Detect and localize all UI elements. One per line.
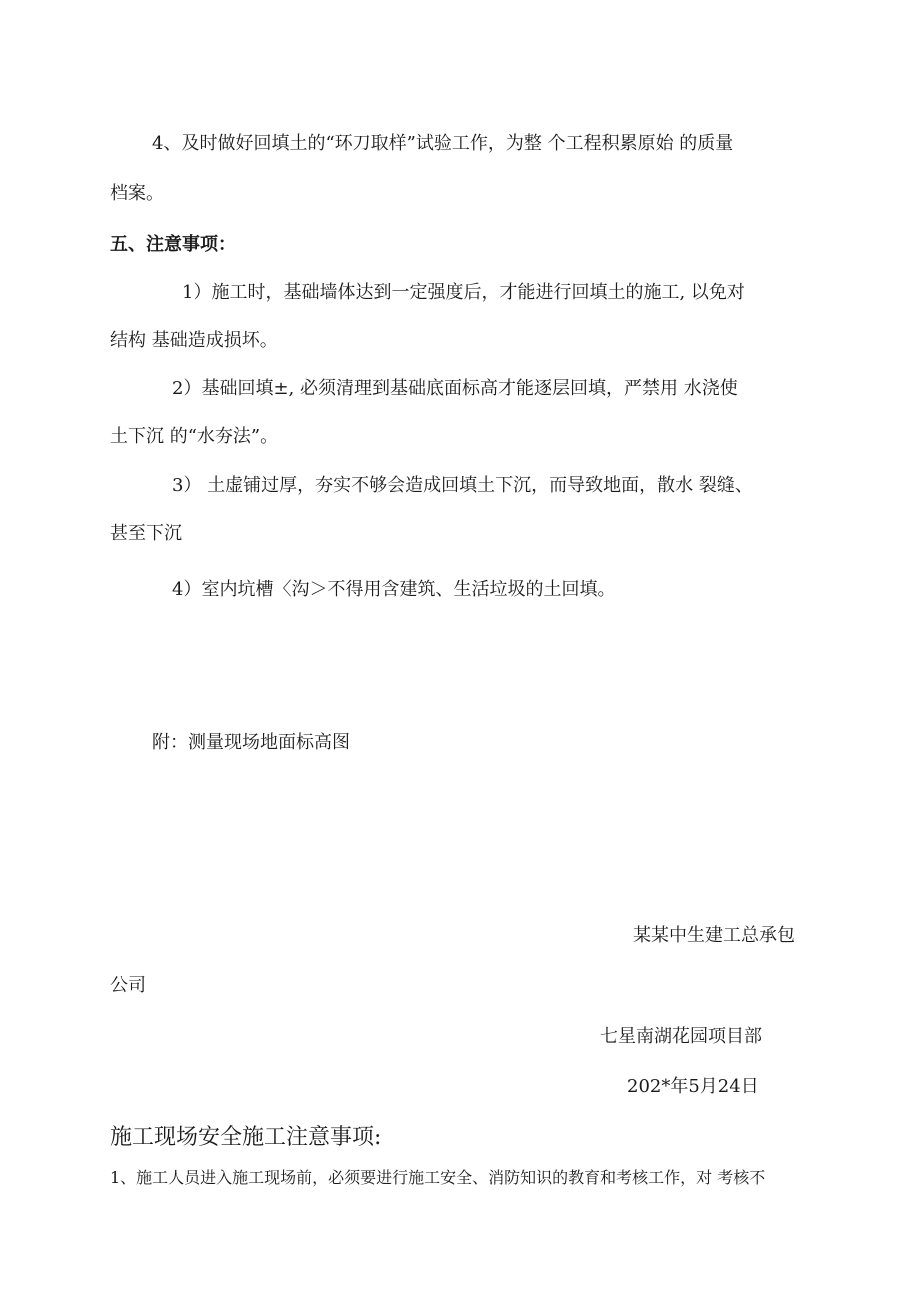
section5-item2-line1: 2）基础回填±, 必须清理到基础底面标高才能逐层回填，严禁用 水浇使	[172, 378, 738, 399]
signature-department: 七星南湖花园项目部	[600, 1026, 762, 1047]
section5-item1-line2: 结构 基础造成损坏。	[110, 330, 278, 351]
intro-item-line2: 档案。	[110, 183, 164, 204]
section5-item3-line2: 甚至下沉	[110, 523, 182, 544]
section5-heading: 五、注意事项：	[110, 234, 236, 255]
next-section-title: 施工现场安全施工注意事项:	[110, 1125, 382, 1150]
attachment-note: 附：测量现场地面标高图	[152, 732, 350, 753]
section5-item4-line1: 4）室内坑槽〈沟＞不得用含建筑、生活垃圾的土回填。	[172, 579, 616, 600]
intro-item-line1: 4、及时做好回填土的“环刀取样”试验工作，为整 个工程积累原始 的质量	[152, 133, 734, 154]
section5-item3-line1: 3） 土虚铺过厚，夯实不够会造成回填土下沉，而导致地面，散水 裂缝、	[172, 475, 753, 496]
signature-company-line2: 公司	[110, 975, 146, 996]
next-section-item1: 1、施工人员进入施工现场前，必须要进行施工安全、消防知识的教育和考核工作，对 考核不	[110, 1168, 766, 1187]
signature-company-line1: 某某中生建工总承包	[633, 925, 795, 946]
section5-item2-line2: 土下沉 的“水夯法”。	[110, 426, 279, 447]
signature-date: 202*年5月24日	[627, 1076, 759, 1097]
section5-item1-line1: 1）施工时，基础墙体达到一定强度后，才能进行回填土的施工, 以免对	[182, 282, 745, 303]
